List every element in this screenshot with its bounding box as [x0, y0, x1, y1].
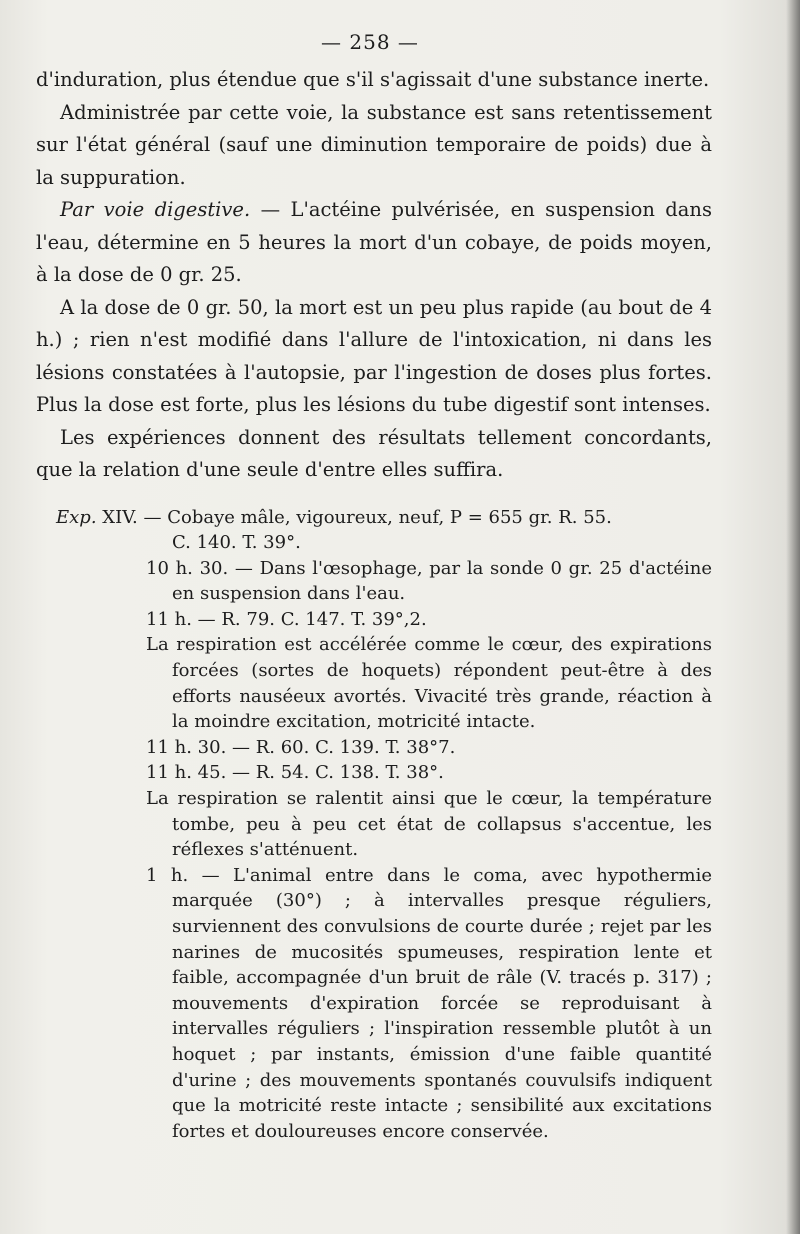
paragraph-induration: d'induration, plus étendue que s'il s'agissait d'une substance inerte. [36, 68, 710, 91]
experiment-entry: 10 h. 30. — Dans l'œsophage, par la sonde 0 gr. 25 d'actéine en suspension dans l'eau. [146, 557, 712, 605]
spacer [36, 487, 712, 505]
page-edge-shadow [786, 0, 800, 1234]
paragraph-administration: Administrée par cette voie, la substance est sans retentissement sur l'état général (sauf une diminution temporaire de poids) due à la suppuration. [36, 100, 712, 189]
experiment-heading [36, 505, 712, 531]
experiment-entry: 1 h. — L'animal entre dans le coma, avec hypothermie marquée (30°) ; à intervalles presque réguliers, surviennent des convulsions de courte durée ; rejet par les narines de mucosités spumeuses, respiration lente et faible, accompagnée d'un bruit de râle (V. tracés p. 317) ; mouvements d'expiration forcée se reproduisant à intervalles réguliers ; l'inspiration ressemble plutôt à un hoquet ; par instants, émission d'une faible quantité d'urine ; des mouvements spontanés couvulsifs indiquent que la motricité reste intacte ; sensibilité aux excitations fortes et douloureuses encore conservée. [146, 864, 712, 1142]
experiment-entry: La respiration est accélérée comme le cœur, des expirations forcées (sortes de hoquets) répondent peut-être à des efforts nauséeux avortés. Vivacité très grande, réaction à la moindre excitation, motricité intacte. [146, 634, 712, 733]
section-text: — L'actéine pulvérisée, en suspension dans l'eau, détermine en 5 heures la mort d'un cobaye, de poids moyen, à la dose de 0 gr. 25. [36, 198, 712, 286]
experiment-block [36, 505, 712, 1145]
page-body [36, 64, 712, 1144]
experiment-entry: 11 h. 45. — R. 54. C. 138. T. 38°. [146, 762, 444, 784]
paragraph-dose: A la dose de 0 gr. 50, la mort est un peu plus rapide (au bout de 4 h.) ; rien n'est modifié dans l'allure de l'intoxication, ni dans les lésions constatées à l'autopsie, par l'ingestion de doses plus fortes. Plus la dose est forte, plus les lésions du tube digestif sont intenses. [36, 295, 712, 416]
paragraph-voie-digestive [36, 194, 712, 292]
experiment-entry: 11 h. — R. 79. C. 147. T. 39°,2. [146, 608, 427, 630]
paragraph-experiences: Les expériences donnent des résultats tellement concordants, que la relation d'une seule d'entre elles suffira. [36, 425, 712, 481]
experiment-entry: 11 h. 30. — R. 60. C. 139. T. 38°7. [146, 736, 456, 758]
page-number: — 258 — [321, 30, 419, 54]
experiment-heading-text: XIV. — Cobaye mâle, vigoureux, neuf, P = 655 gr. R. 55. [96, 506, 612, 528]
experiment-heading-cont: C. 140. T. 39°. [172, 532, 301, 554]
section-label: Par voie digestive. [60, 198, 251, 221]
experiment-label: Exp. [56, 506, 97, 528]
experiment-entry: La respiration se ralentit ainsi que le cœur, la température tombe, peu à peu cet état de collapsus s'accentue, les réflexes s'atténuent. [146, 788, 712, 861]
